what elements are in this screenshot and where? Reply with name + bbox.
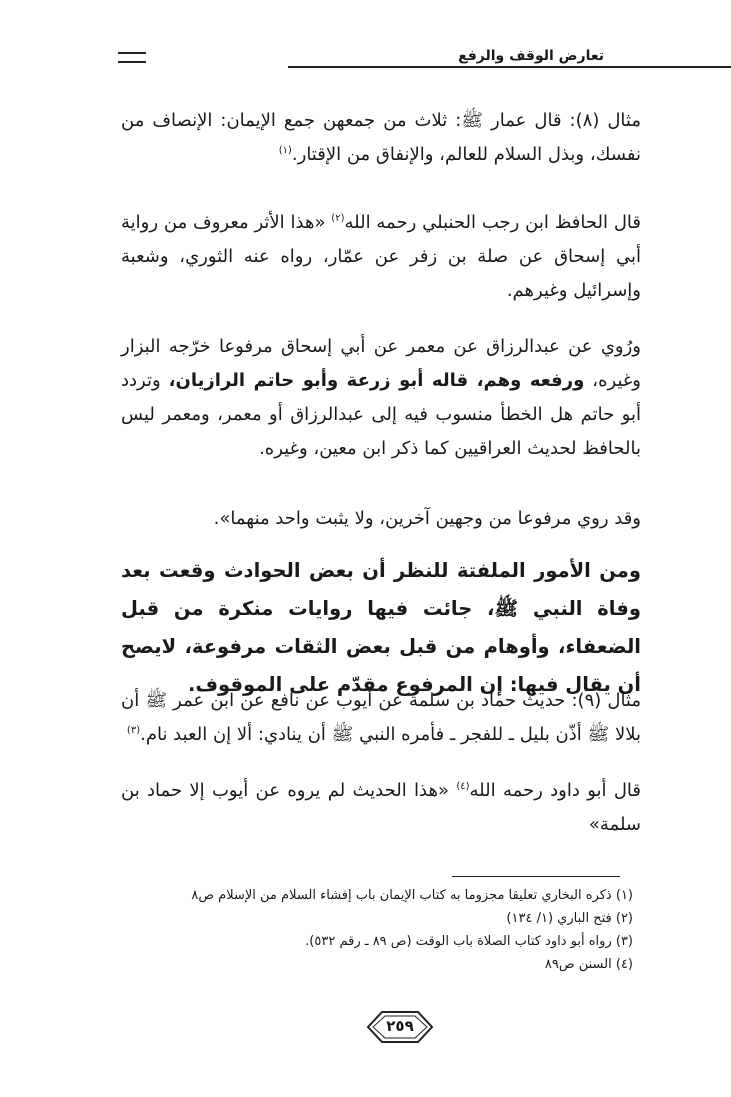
abu-dawud-quote: «هذا الحديث لم يروه عن أيوب إلا حماد بن سلمة» xyxy=(121,780,641,835)
footnote-3: (٣) رواه أبو داود كتاب الصلاة باب الوقت (ص ٨٩ ـ رقم ٥٣٢). xyxy=(305,934,633,949)
narration-bold-text: ورفعه وهم، قاله أبو زرعة وأبو حاتم الرازيان، xyxy=(168,370,585,391)
header-ornament xyxy=(118,52,146,63)
footnote-1: (١) ذكره البخاري تعليقا مجزوما به كتاب الإيمان باب إفشاء السلام من الإسلام ص٨ xyxy=(191,888,633,903)
footnote-ref-4: (٤) xyxy=(456,781,470,792)
abu-dawud-intro: قال أبو داود رحمه الله xyxy=(469,780,641,801)
paragraph-other-narrations xyxy=(121,502,641,536)
ibn-rajab-quote: «هذا الأثر معروف من رواية أبي إسحاق عن صلة بن زفر عن عمّار، رواه عنه الثوري، وشعبة وإسرائيل وغيرهم. xyxy=(121,212,641,301)
narration-text-a: ورُوي عن عبدالرزاق عن معمر عن أبي إسحاق مرفوعا خرّجه البزار وغيره، xyxy=(121,336,641,391)
paragraph-example-9 xyxy=(121,684,641,752)
other-narrations-text: وقد روي مرفوعا من وجهين آخرين، ولا يثبت واحد منهما». xyxy=(213,508,641,529)
running-header xyxy=(110,44,630,74)
footnotes xyxy=(113,884,633,976)
page-number: ٢٥٩ xyxy=(386,1017,414,1035)
footnote-ref-3: (٣) xyxy=(126,725,141,736)
page-number-ornament xyxy=(362,1006,438,1048)
footnote-separator xyxy=(452,876,620,877)
paragraph-ibn-rajab-quote xyxy=(121,206,641,308)
example-9-text: مثال (٩): حديث حماد بن سلمة عن أيوب عن نافع عن ابن عمر ﷺ أن بلالا ﷺ أذّن بليل ـ للفجر ـ فأمره النبي ﷺ أن ينادي: ألا إن العبد نام. xyxy=(121,690,641,745)
header-title: تعارض الوقف والرفع xyxy=(458,48,604,64)
paragraph-abdulrazzaq-narration xyxy=(121,330,641,466)
paragraph-bold-statement xyxy=(121,552,641,704)
footnote-ref-1: (١) xyxy=(278,145,292,156)
header-rule xyxy=(288,66,731,68)
ibn-rajab-intro: قال الحافظ ابن رجب الحنبلي رحمه الله xyxy=(344,212,641,233)
example-8-text: مثال (٨): قال عمار ﷺ: ثلاث من جمعهن جمع الإيمان: الإنصاف من نفسك، وبذل السلام للعالم، والإنفاق من الإقتار. xyxy=(121,110,641,165)
narration-text-b: وتردد أبو حاتم هل الخطأ منسوب فيه إلى عبدالرزاق أو معمر، ومعمر ليس بالحافظ لحديث العراقيين كما ذكر ابن معين، وغيره. xyxy=(121,370,641,459)
footnote-2: (٢) فتح الباري (١/ ١٣٤) xyxy=(506,911,633,926)
footnote-ref-2: (٢) xyxy=(331,213,345,224)
footnote-4: (٤) السنن ص٨٩ xyxy=(544,957,633,972)
paragraph-example-8 xyxy=(121,104,641,172)
paragraph-abu-dawud-quote xyxy=(121,774,641,842)
bold-statement-text: ومن الأمور الملفتة للنظر أن بعض الحوادث وقعت بعد وفاة النبي ﷺ، جائت فيها روايات منكرة من قبل الضعفاء، وأوهام من قبل بعض الثقات مرفوعة، لايصح أن يقال فيها: إن المرفوع مقدّم على الموقوف. xyxy=(121,559,641,696)
